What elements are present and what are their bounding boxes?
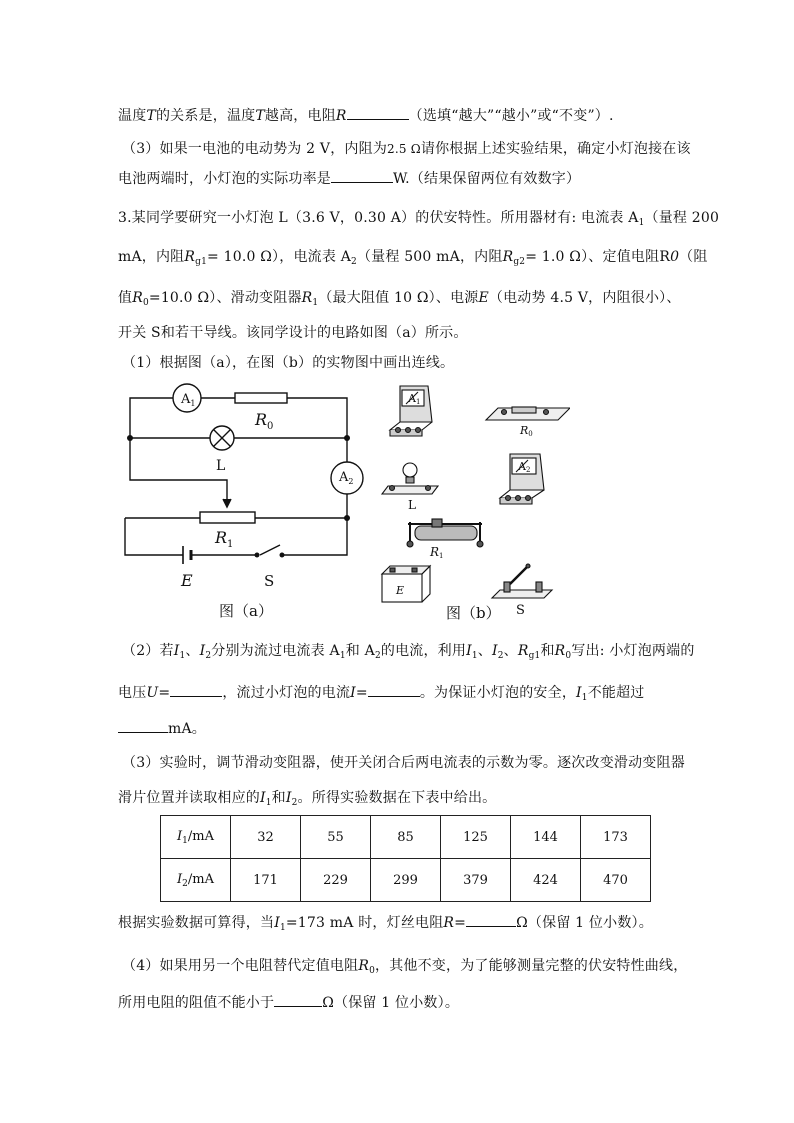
table-cell: 173 [581,816,651,859]
table-cell: 125 [441,816,511,859]
answer-blank[interactable] [170,682,222,697]
switch-lever [260,545,280,555]
answer-blank[interactable] [466,912,516,927]
svg-text:A1: A1 [408,392,421,406]
table-header-i2: $I_2/mA$ [161,859,231,902]
rheostat-r1-device [407,519,483,547]
svg-text:图（b）: 图（b） [446,604,501,622]
text-line-12: （3）实验时，调节滑动变阻器，使开关闭合后两电流表的示数为零。逐次改变滑动变阻器 [122,755,685,771]
table-cell: 171 [231,859,301,902]
switch-device [492,564,552,598]
svg-text:R0: $R_0$ [255,410,274,432]
svg-text:A2: A2 [518,460,531,474]
svg-text:L: L [216,458,226,474]
text-line-13: 滑片位置并读取相应的$I_1$和$I_2$。所得实验数据在下表中给出。 [118,790,497,808]
table-cell: 299 [371,859,441,902]
svg-text:E: E [396,584,405,597]
table-cell: 144 [511,816,581,859]
text-line-8: （1）根据图（a），在图（b）的实物图中画出连线。 [122,355,455,371]
resistor-r0-device [486,407,570,420]
text-line-11: mA。 [118,718,206,738]
table-cell: 470 [581,859,651,902]
text-line-6: 值$R_0=10.0$ Ω）、滑动变阻器$R_1$（最大阻值 10 Ω）、电源E（电动势 4.5 V，内阻很小）、 [118,290,681,308]
rheostat-r1 [200,512,255,523]
answer-blank[interactable] [347,105,409,120]
svg-text:图（a）: 图（a） [219,602,273,620]
svg-text:A1: $A_1$ [181,392,196,408]
text-line-5: mA，内阻$R_{g1}= 10.0$ Ω），电流表 $A_2$（量程 500 mA，内阻$R_{g2}= 1.0$ Ω）、定值电阻R0（阻 [118,249,708,267]
data-table [160,815,651,902]
table-cell: 379 [441,859,511,902]
text-line-3: 电池两端时，小灯泡的实际功率是 W.（结果保留两位有效数字） [118,168,580,188]
text-line-15: （4）如果用另一个电阻替代定值电阻$R_0$，其他不变，为了能够测量完整的伏安特性曲线， [122,958,688,976]
table-header-i1: $I_1/mA$ [161,816,231,859]
svg-text:R0: R0 [520,424,533,438]
text-line-14: 根据实验数据可算得，当$I_1=173$ mA 时，灯丝电阻R= Ω（保留 1 位小数）。 [118,912,653,933]
text-line-7: 开关 S和若干导线。该同学设计的电路如图（a）所示。 [118,325,468,341]
text-line-10: 电压U= ，流过小灯泡的电流I= 。为保证小灯泡的安全，$I_1$不能超过 [118,682,645,703]
svg-text:L: L [408,498,416,512]
answer-blank[interactable] [274,992,322,1007]
text-line-1: 温度T的关系是，温度T越高，电阻R （选填“越大”“越小”或“不变”）. [118,105,614,125]
svg-text:S: S [516,603,525,618]
lamp-device [382,463,438,494]
answer-blank[interactable] [331,168,393,183]
resistor-r0 [235,393,287,403]
answer-blank[interactable] [118,718,168,733]
text-line-2: （3）如果一电池的电动势为 2 V，内阻为2.5 Ω请你根据上述实验结果，确定小灯泡接在该 [122,141,691,157]
svg-text:E: E [181,571,193,590]
table-row [161,816,651,859]
battery-device [382,566,430,602]
table-cell: 85 [371,816,441,859]
svg-text:S: S [264,572,275,590]
table-cell: 424 [511,859,581,902]
table-cell: 32 [231,816,301,859]
text-line-4: 3.某同学要研究一小灯泡 L（3.6 V，0.30 A）的伏安特性。所用器材有: 电流表 $A_1$（量程 200 [118,210,720,228]
table-cell: 229 [301,859,371,902]
text-line-9: （2）若$I_1$、$I_2$分别为流过电流表 $A_1$和 $A_2$的电流，利用$I_1$、$I_2$、$R_{g1}$和$R_0$写出: 小灯泡两端的 [122,643,695,661]
answer-blank[interactable] [368,682,420,697]
table-row [161,859,651,902]
svg-text:R1: R1 [430,545,444,560]
apparatus-diagram-b [370,378,570,623]
text-line-16: 所用电阻的阻值不能小于 Ω（保留 1 位小数）。 [118,992,459,1012]
circuit-diagram-a [115,380,365,620]
svg-text:A2: $A_2$ [339,470,354,486]
svg-text:R1: $R_1$ [215,528,234,550]
table-cell: 55 [301,816,371,859]
